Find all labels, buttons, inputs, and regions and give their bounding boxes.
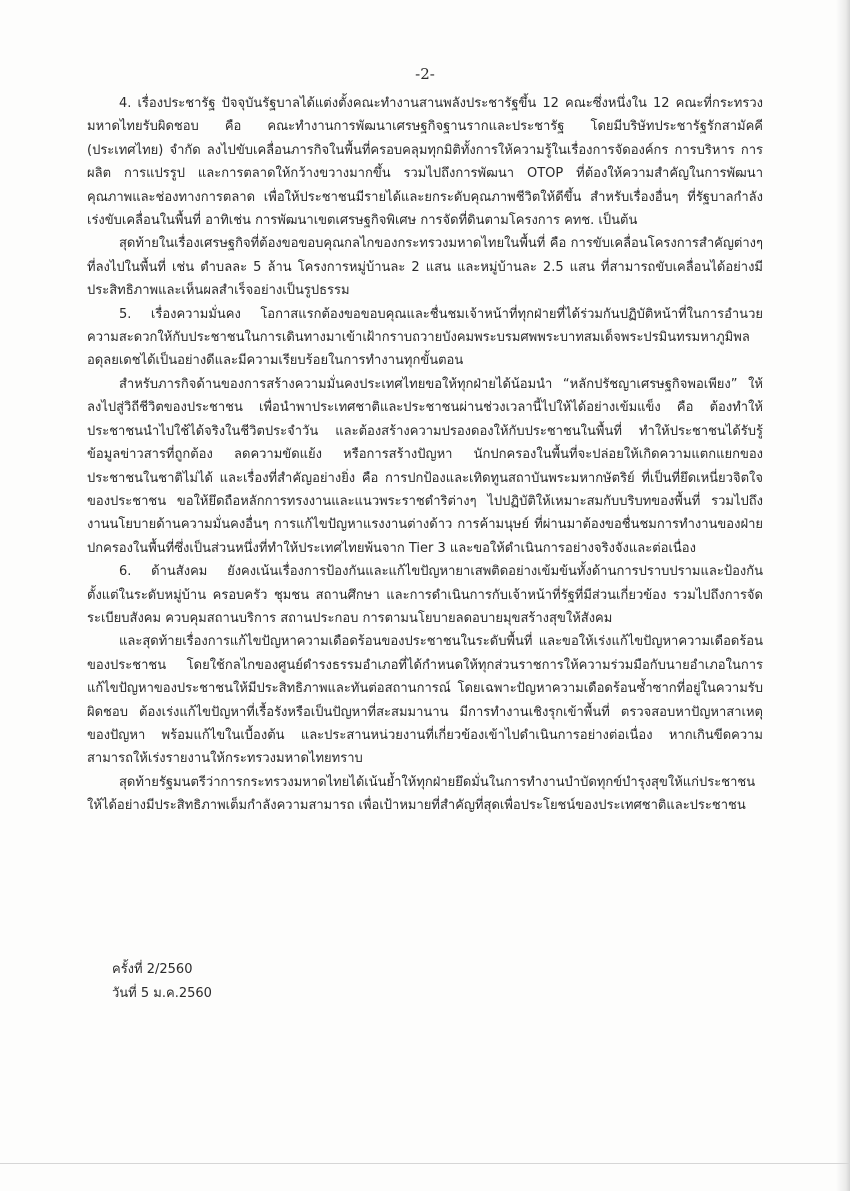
paragraph-economy-pracharat: 4. เรื่องประชารัฐ ปัจจุบันรัฐบาลได้แต่งตั้งคณะทำงานสานพลังประชารัฐขึ้น 12 คณะซึ่งหนึ่งใน 12 คณะที่กระทรวงมหาดไทยรับผิดชอบ คือ คณะทำงานการพัฒนาเศรษฐกิจฐานรากและประชารัฐ โดยมีบริษัทประชารัฐรักสามัคคี (ประเทศไทย) จำกัด ลงไปขับเคลื่อนภารกิจในพื้นที่ครอบคลุมทุกมิติทั้งการให้ความรู้ในเรื่องการจัดองค์กร การบริหาร การผลิต การแปรรูป และการตลาดให้กว้างขวางมากขึ้น รวมไปถึงการพัฒนา OTOP ที่ต้องให้ความสำคัญในการพัฒนาคุณภาพและช่องทางการตลาด เพื่อให้ประชาชนมีรายได้และยกระดับคุณภาพชีวิตให้ดีขึ้น สำหรับเรื่องอื่นๆ ที่รัฐบาลกำลังเร่งขับเคลื่อนในพื้นที่ อาทิเช่น การพัฒนาเขตเศรษฐกิจพิเศษ การจัดที่ดินตามโครงการ คทช. เป็นต้น xyxy=(87,96,763,229)
paragraph-conclusion: สุดท้ายรัฐมนตรีว่าการกระทรวงมหาดไทยได้เน้นย้ำให้ทุกฝ่ายยึดมั่นในการทำงานบำบัดทุกข์บำรุงสุขให้แก่ประชาชนให้ได้อย่างมีประสิทธิภาพเต็มกำลังความสามารถ เพื่อเป้าหมายที่สำคัญที่สุดเพื่อประโยชน์ของประเทศชาติและประชาชน xyxy=(87,774,756,814)
paragraph-security-mission: สำหรับภารกิจด้านของการสร้างความมั่นคงประเทศไทยขอให้ทุกฝ่ายได้น้อมนำ “หลักปรัชญาเศรษฐกิจพอเพียง” ให้ลงไปสู่วิถีชีวิตของประชาชน เพื่อนำพาประเทศชาติและประชาชนผ่านช่วงเวลานี้ไปให้ได้อย่างเข้มแข็ง คือ ต้องทำให้ประชาชนนำไปใช้ได้จริงในชีวิตประจำวัน และต้องสร้างความปรองดองให้กับประชาชนในพื้นที่ ทำให้ประชาชนได้รับรู้ข้อมูลข่าวสารที่ถูกต้อง ลดความขัดแย้ง หรือการสร้างปัญหา นักปกครองในพื้นที่จะปล่อยให้เกิดความแตกแยกของประชาชนในชาติไม่ได้ และเรื่องที่สำคัญอย่างยิ่ง คือ การปกป้องและเทิดทูนสถาบันพระมหากษัตริย์ ที่เป็นที่ยึดเหนี่ยวจิตใจของประชาชน ขอให้ยึดถือหลักการทรงงานและแนวพระราชดำริต่างๆ ไปปฏิบัติให้เหมาะสมกับบริบทของพื้นที่ รวมไปถึงงานนโยบายด้านความมั่นคงอื่นๆ การแก้ไขปัญหาแรงงานต่างด้าว การค้ามนุษย์ ที่ผ่านมาต้องขอชื่นชมการทำงานของฝ่ายปกครองในพื้นที่ซึ่งเป็นส่วนหนึ่งที่ทำให้ประเทศไทยพ้นจาก Tier 3 และขอให้ดำเนินการอย่างจริงจังและต่อเนื่อง xyxy=(87,376,763,556)
meeting-number: ครั้งที่ 2/2560 xyxy=(112,962,193,977)
paragraph-economy-closing: สุดท้ายในเรื่องเศรษฐกิจที่ต้องขอขอบคุณกลไกของกระทรวงมหาดไทยในพื้นที่ คือ การขับเคลื่อนโครงการสำคัญต่างๆที่ลงไปในพื้นที่ เช่น ตำบลละ 5 ล้าน โครงการหมู่บ้านละ 2 แสน และหมู่บ้านละ 2.5 แสน ที่สามารถขับเคลื่อนได้อย่างมีประสิทธิภาพและเห็นผลสำเร็จอย่างเป็นรูปธรรม xyxy=(87,236,763,299)
page-edge-shadow xyxy=(836,0,850,1191)
meeting-date: วันที่ 5 ม.ค.2560 xyxy=(112,986,212,1001)
document-body xyxy=(87,92,763,818)
scan-bottom-edge xyxy=(0,1163,850,1164)
paragraph-security: 5. เรื่องความมั่นคง โอกาสแรกต้องขอขอบคุณและชื่นชมเจ้าหน้าที่ทุกฝ่ายที่ได้ร่วมกันปฏิบัติหน้าที่ในการอำนวยความสะดวกให้กับประชาชนในการเดินทางมาเข้าเฝ้ากราบถวายบังคมพระบรมศพพระบาทสมเด็จพระปรมินทรมหาภูมิพลอดุลยเดชได้เป็นอย่างดีและมีความเรียบร้อยในการทำงานทุกขั้นตอน xyxy=(87,306,763,369)
meeting-reference xyxy=(112,958,212,1006)
page-number: -2- xyxy=(415,65,435,83)
paragraph-social: 6. ด้านสังคม ยังคงเน้นเรื่องการป้องกันและแก้ไขปัญหายาเสพติดอย่างเข้มข้นทั้งด้านการปราบปรามและป้องกันตั้งแต่ในระดับหมู่บ้าน ครอบครัว ชุมชน สถานศึกษา และการดำเนินการกับเจ้าหน้าที่รัฐที่มีส่วนเกี่ยวข้อง รวมไปถึงการจัดระเบียบสังคม ควบคุมสถานบริการ สถานประกอบ การตามนโยบายลดอบายมุขสร้างสุขให้สังคม xyxy=(87,564,763,626)
paragraph-grievances: และสุดท้ายเรื่องการแก้ไขปัญหาความเดือดร้อนของประชาชนในระดับพื้นที่ และขอให้เร่งแก้ไขปัญหาความเดือดร้อนของประชาชน โดยใช้กลไกของศูนย์ดำรงธรรมอำเภอที่ได้กำหนดให้ทุกส่วนราชการให้ความร่วมมือกับนายอำเภอในการแก้ไขปัญหาของประชาชนให้มีประสิทธิภาพและทันต่อสถานการณ์ โดยเฉพาะปัญหาความเดือดร้อนซ้ำซากที่อยู่ในความรับผิดชอบ ต้องเร่งแก้ไขปัญหาที่เรื้อรังหรือเป็นปัญหาที่สะสมมานาน มีการทำงานเชิงรุกเข้าพื้นที่ ตรวจสอบหาปัญหาสาเหตุของปัญหา พร้อมแก้ไขในเบื้องต้น และประสานหน่วยงานที่เกี่ยวข้องเข้าไปดำเนินการอย่างต่อเนื่อง หากเกินขีดความสามารถให้เร่งรายงานให้กระทรวงมหาดไทยทราบ xyxy=(87,634,763,767)
